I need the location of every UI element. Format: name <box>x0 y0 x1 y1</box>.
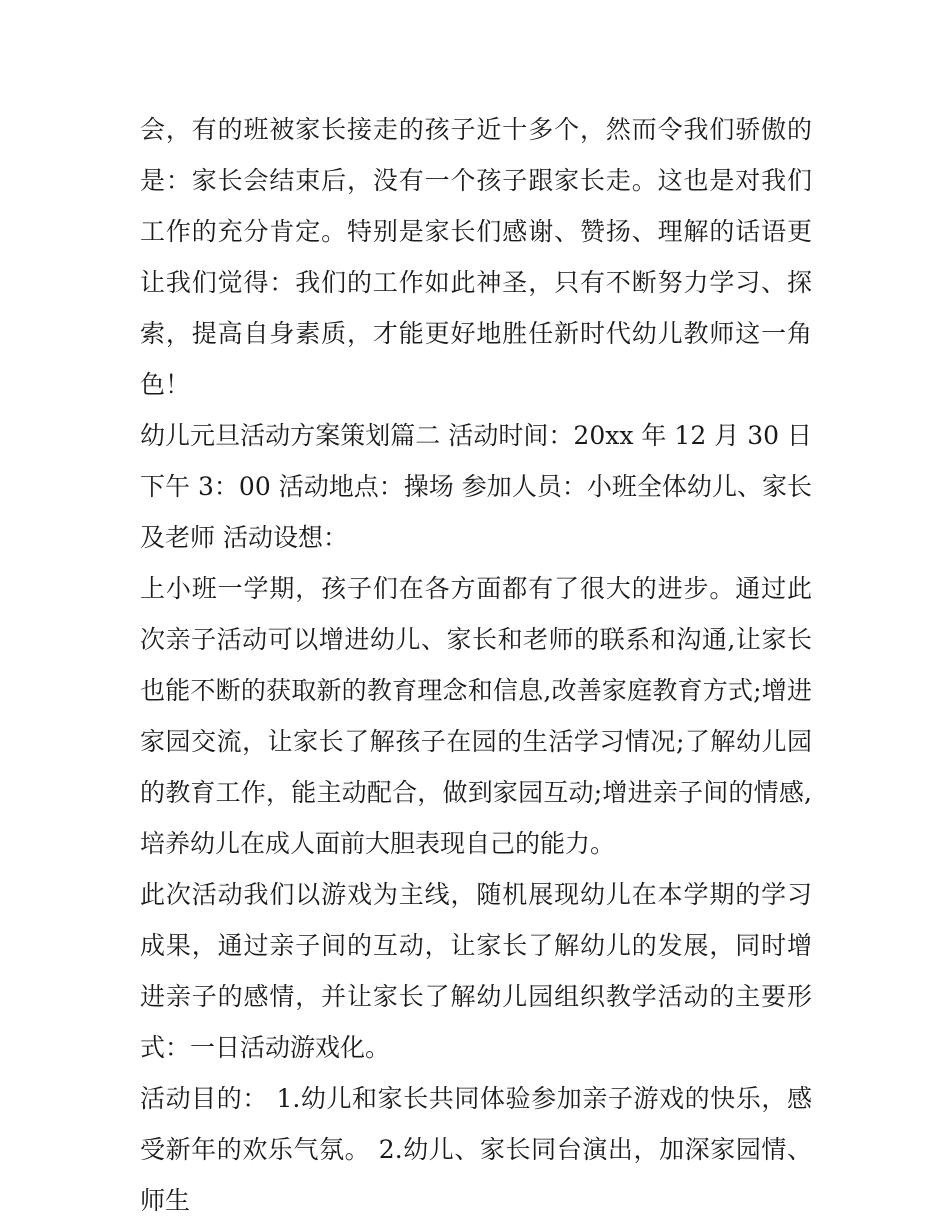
paragraph-activity-mainline: 此次活动我们以游戏为主线，随机展现幼儿在本学期的学习成果，通过亲子间的互动，让家长了解幼儿的发展，同时增进亲子的感情，并让家长了解幼儿园组织教学活动的主要形式：一日活动游戏化。 <box>140 880 812 1062</box>
paragraph-plan-header: 幼儿元旦活动方案策划篇二 活动时间：20xx 年 12 月 30 日 下午 3：00 活动地点：操场 参加人员：小班全体幼儿、家长及老师 活动设想： <box>140 421 812 552</box>
paragraph-parent-meeting-recap: 会，有的班被家长接走的孩子近十多个，然而令我们骄傲的是：家长会结束后，没有一个孩子跟家长走。这也是对我们工作的充分肯定。特别是家长们感谢、赞扬、理解的话语更让我们觉得：我们的工作如此神圣，只有不断努力学习、探索，提高自身素质，才能更好地胜任新时代幼儿教师这一角色！ <box>140 115 812 399</box>
document-body <box>140 104 812 1226</box>
paragraph-activity-goals: 活动目的： 1.幼儿和家长共同体验参加亲子游戏的快乐，感受新年的欢乐气氛。 2.幼儿、家长同台演出，加深家园情、师生 <box>140 1084 812 1215</box>
paragraph-activity-idea: 上小班一学期，孩子们在各方面都有了很大的进步。通过此次亲子活动可以增进幼儿、家长和老师的联系和沟通,让家长也能不断的获取新的教育理念和信息,改善家庭教育方式;增进家园交流，让家长了解孩子在园的生活学习情况;了解幼儿园的教育工作，能主动配合，做到家园互动;增进亲子间的情感,培养幼儿在成人面前大胆表现自己的能力。 <box>140 574 812 858</box>
